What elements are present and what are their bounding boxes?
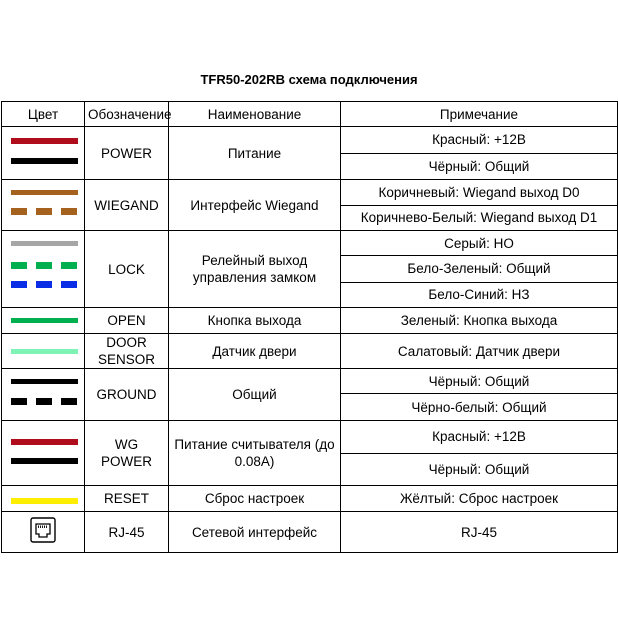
designation-lock: LOCK — [85, 231, 169, 308]
wire-green — [11, 318, 78, 323]
note-wg-power-2: Чёрный: Общий — [341, 453, 618, 486]
note-ground-1: Чёрный: Общий — [341, 369, 618, 394]
wire-brown-white-dash — [61, 208, 77, 215]
note-reset-1: Жёлтый: Сброс настроек — [341, 486, 618, 512]
designation-wg-power: WG POWER — [85, 421, 169, 486]
wire-white-blue-dash — [61, 281, 77, 288]
header-color: Цвет — [2, 102, 85, 127]
name-rj45: Сетевой интерфейс — [169, 512, 341, 553]
wire-black-white-dash — [11, 398, 27, 405]
designation-door-sensor: DOOR SENSOR — [85, 334, 169, 369]
color-wiegand — [2, 180, 85, 231]
header-row — [2, 102, 618, 127]
name-lock: Релейный выход управления замком — [169, 231, 341, 308]
designation-power: POWER — [85, 127, 169, 180]
designation-rj45: RJ-45 — [85, 512, 169, 553]
note-lock-1: Серый: НО — [341, 231, 618, 256]
wire-white-green-dash — [36, 262, 52, 269]
note-wiegand-1: Коричневый: Wiegand выход D0 — [341, 180, 618, 206]
ethernet-port-icon — [30, 517, 56, 543]
table-row — [2, 486, 618, 512]
designation-open: OPEN — [85, 308, 169, 334]
name-open: Кнопка выхода — [169, 308, 341, 334]
wire-white-blue-dash — [36, 281, 52, 288]
note-lock-2: Бело-Зеленый: Общий — [341, 256, 618, 282]
designation-ground: GROUND — [85, 369, 169, 421]
note-power-1: Красный: +12В — [341, 127, 618, 154]
wire-black — [11, 158, 78, 164]
color-open — [2, 308, 85, 334]
wire-white-blue-dash — [11, 281, 27, 288]
wire-yellow — [11, 498, 78, 504]
name-door-sensor: Датчик двери — [169, 334, 341, 369]
color-rj45 — [2, 512, 85, 553]
name-wg-power: Питание считывателя (до 0.08А) — [169, 421, 341, 486]
header-note: Примечание — [341, 102, 618, 127]
table-row — [2, 308, 618, 334]
table-row — [2, 369, 618, 394]
name-reset: Сброс настроек — [169, 486, 341, 512]
wire-black — [11, 379, 78, 384]
color-lock — [2, 231, 85, 308]
wire-brown — [11, 190, 78, 195]
wire-black-white-dash — [36, 398, 52, 405]
wire-white-green-dash — [11, 262, 27, 269]
wire-red — [11, 439, 78, 445]
wire-black — [11, 458, 78, 464]
note-rj45-1: RJ-45 — [341, 512, 618, 553]
note-wg-power-1: Красный: +12В — [341, 421, 618, 454]
note-door-sensor-1: Салатовый: Датчик двери — [341, 334, 618, 369]
note-open-1: Зеленый: Кнопка выхода — [341, 308, 618, 334]
header-name: Наименование — [169, 102, 341, 127]
wire-light-green — [11, 349, 78, 354]
wire-red — [11, 138, 78, 144]
note-ground-2: Чёрно-белый: Общий — [341, 394, 618, 421]
header-designation: Обозначение — [85, 102, 169, 127]
wire-gray — [11, 241, 78, 246]
wire-white-green-dash — [61, 262, 77, 269]
name-wiegand: Интерфейс Wiegand — [169, 180, 341, 231]
wire-brown-white-dash — [11, 208, 27, 215]
color-ground — [2, 369, 85, 421]
wire-brown-white-dash — [36, 208, 52, 215]
designation-wiegand: WIEGAND — [85, 180, 169, 231]
designation-reset: RESET — [85, 486, 169, 512]
table-row — [2, 180, 618, 206]
name-ground: Общий — [169, 369, 341, 421]
wire-black-white-dash — [61, 398, 77, 405]
note-wiegand-2: Коричнево-Белый: Wiegand выход D1 — [341, 205, 618, 231]
wiring-table — [1, 101, 618, 553]
table-row — [2, 231, 618, 256]
name-power: Питание — [169, 127, 341, 180]
color-power — [2, 127, 85, 180]
table-row — [2, 334, 618, 369]
table-row — [2, 512, 618, 553]
table-row — [2, 421, 618, 454]
note-lock-3: Бело-Синий: НЗ — [341, 282, 618, 307]
color-reset — [2, 486, 85, 512]
color-door-sensor — [2, 334, 85, 369]
note-power-2: Чёрный: Общий — [341, 153, 618, 180]
page-title: TFR50-202RB схема подключения — [200, 72, 418, 87]
color-wg-power — [2, 421, 85, 486]
table-row — [2, 127, 618, 154]
